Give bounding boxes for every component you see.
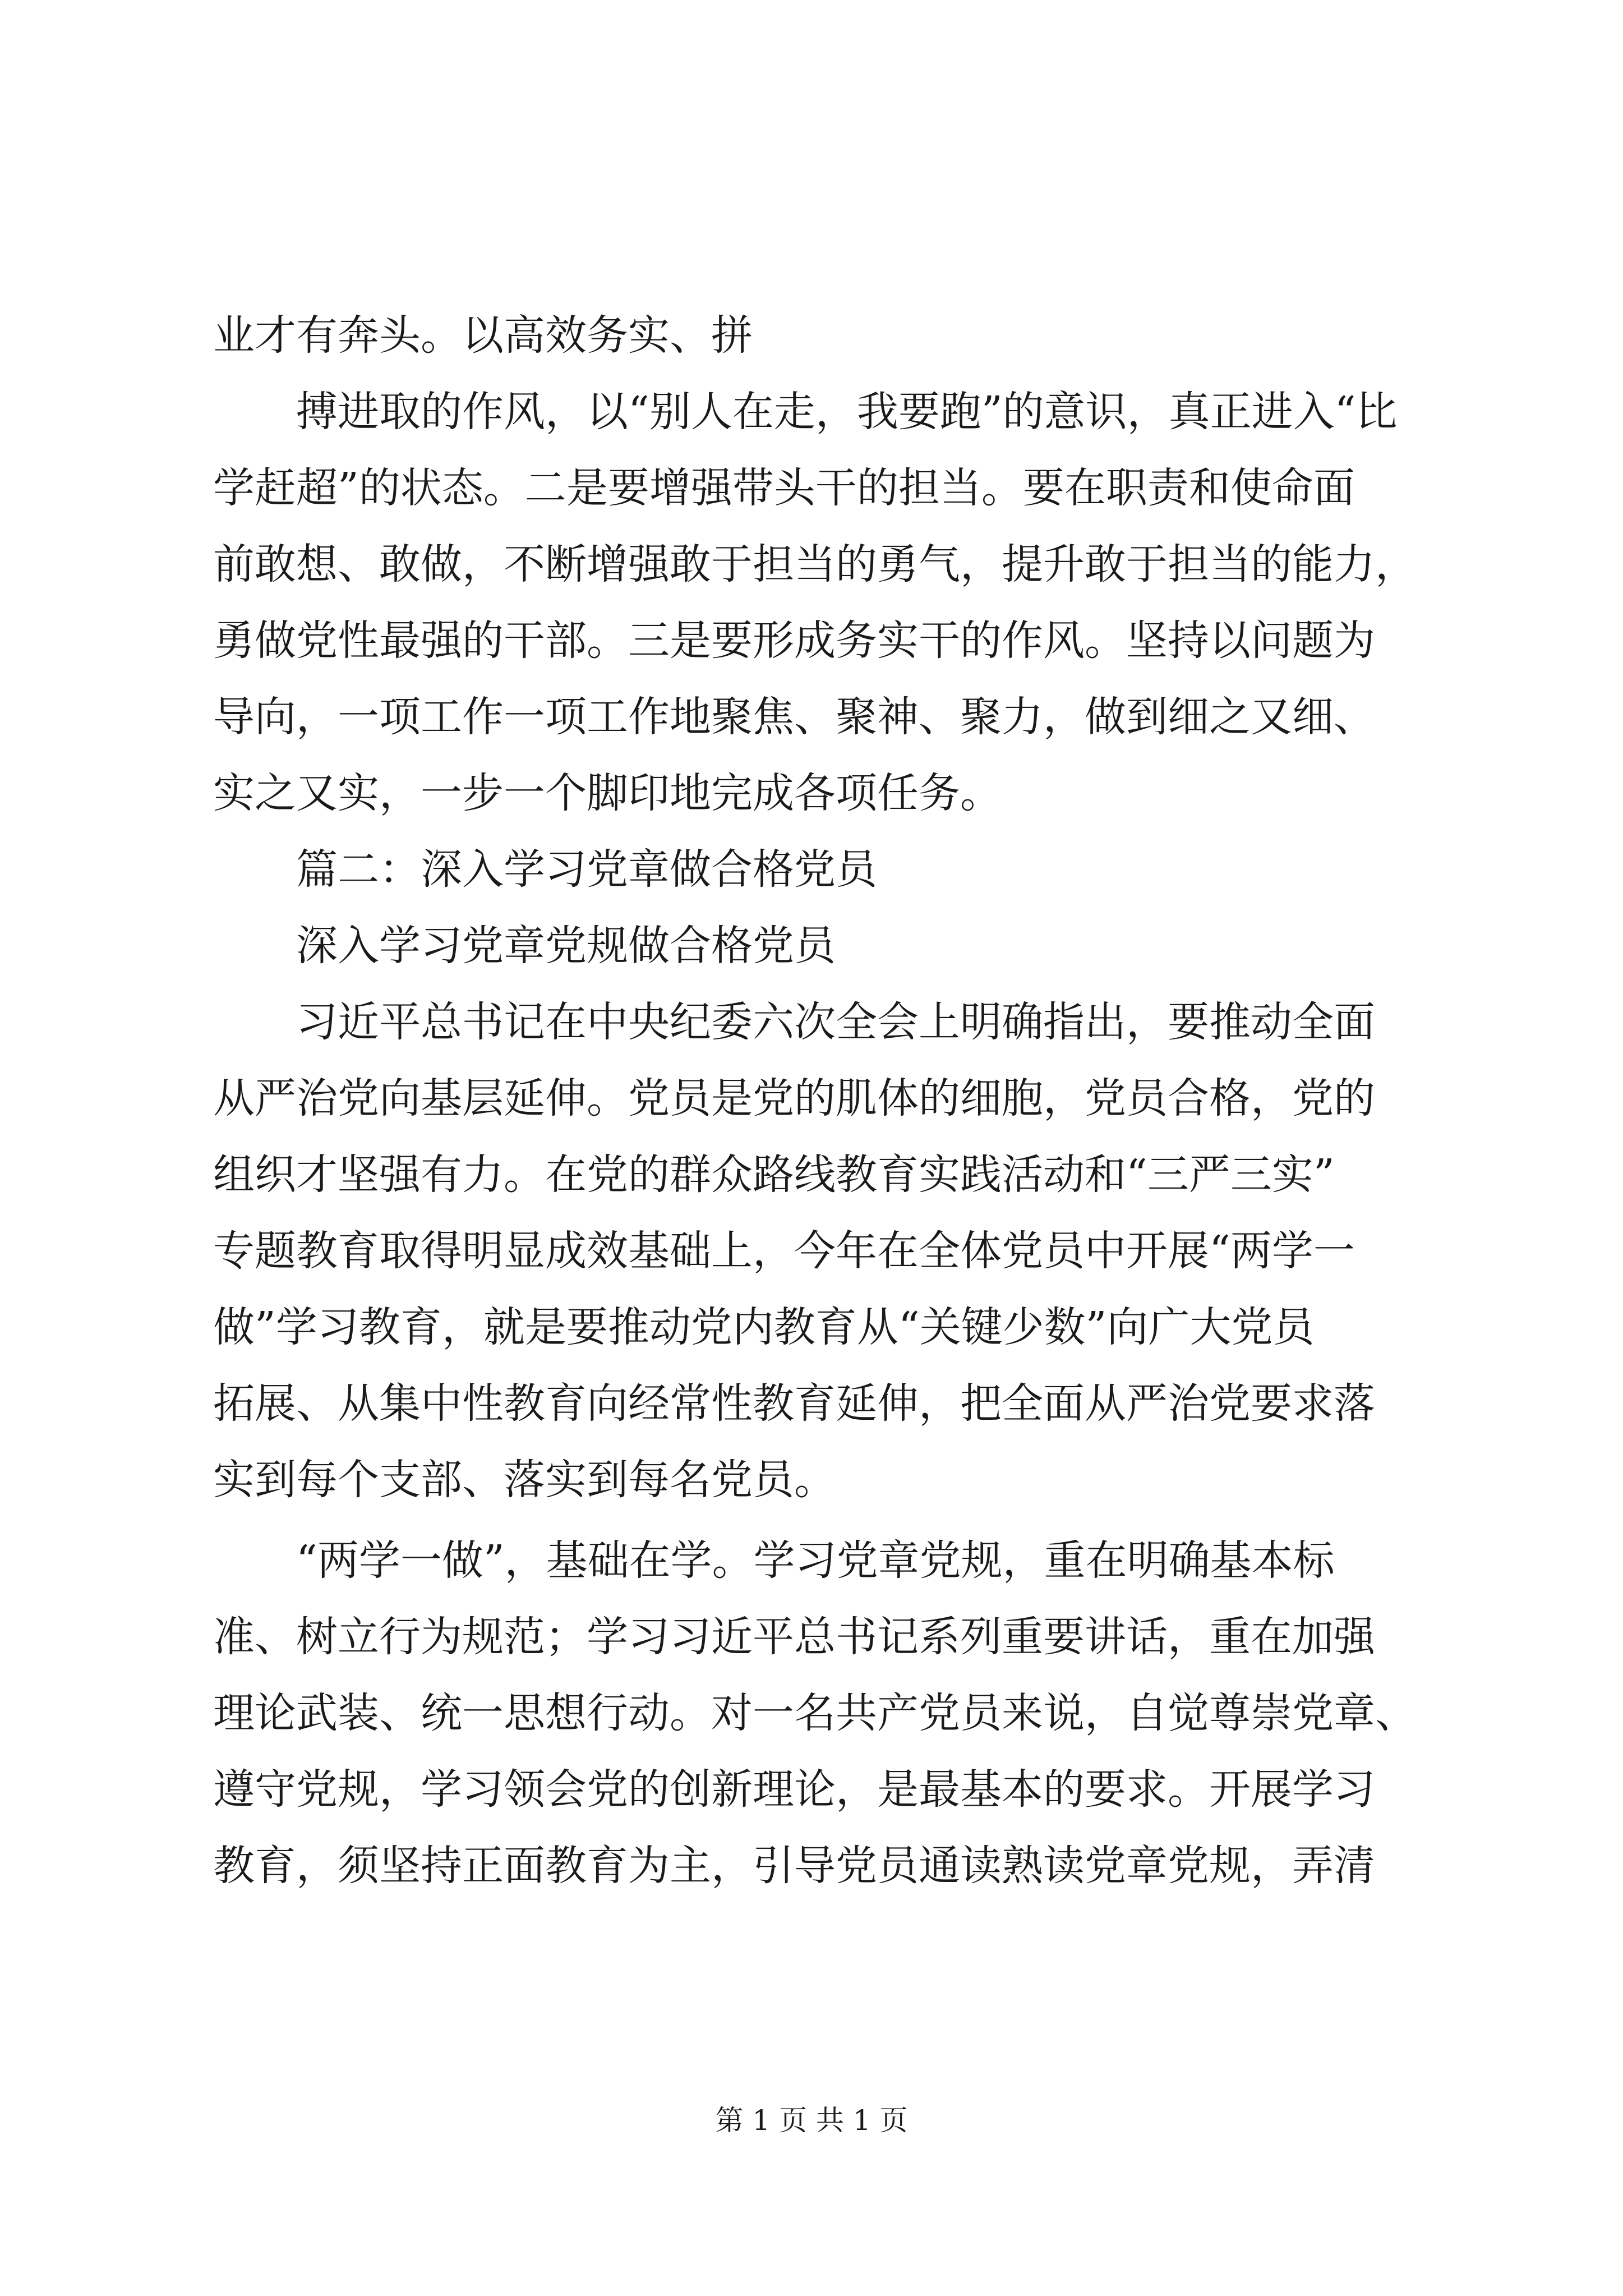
text-line: 搏进取的作风，以“别人在走，我要跑”的意识，真正进入“比 <box>296 388 1398 436</box>
text-line: 业才有奔头。以高效务实、拼 <box>213 311 753 360</box>
text-line: 遵守党规，学习领会党的创新理论，是最基本的要求。开展学习 <box>213 1765 1375 1814</box>
text-line: 教育，须坚持正面教育为主，引导党员通读熟读党章党规，弄清 <box>213 1842 1375 1890</box>
text-line: 从严治党向基层延伸。党员是党的肌体的细胞，党员合格，党的 <box>213 1074 1375 1122</box>
section-heading: 篇二：深入学习党章做合格党员 <box>296 845 877 894</box>
text-line: 组织才坚强有力。在党的群众路线教育实践活动和“三严三实” <box>213 1151 1335 1199</box>
text-line: 学赶超”的状态。二是要增强带头干的担当。要在职责和使命面 <box>213 464 1355 512</box>
article-title: 深入学习党章党规做合格党员 <box>296 922 836 970</box>
text-line: 实到每个支部、落实到每名党员。 <box>213 1456 836 1504</box>
text-line: 专题教育取得明显成效基础上，今年在全体党员中开展“两学一 <box>213 1227 1355 1275</box>
text-line: 习近平总书记在中央纪委六次全会上明确指出，要推动全面 <box>296 998 1375 1046</box>
text-line: 准、树立行为规范；学习习近平总书记系列重要讲话，重在加强 <box>213 1613 1375 1661</box>
text-line: 前敢想、敢做，不断增强敢于担当的勇气，提升敢于担当的能力， <box>213 540 1417 588</box>
document-body <box>213 297 1424 1904</box>
text-line: “两学一做”，基础在学。学习党章党规，重在明确基本标 <box>296 1536 1335 1585</box>
text-line: 拓展、从集中性教育向经常性教育延伸，把全面从严治党要求落 <box>213 1379 1375 1428</box>
text-line: 理论武装、统一思想行动。对一名共产党员来说，自觉尊崇党章、 <box>213 1689 1417 1737</box>
page-number-footer: 第 1 页 共 1 页 <box>715 2104 908 2137</box>
text-line: 导向，一项工作一项工作地聚焦、聚神、聚力，做到细之又细、 <box>213 693 1375 741</box>
text-line: 实之又实，一步一个脚印地完成各项任务。 <box>213 769 1002 817</box>
text-line: 勇做党性最强的干部。三是要形成务实干的作风。坚持以问题为 <box>213 616 1375 665</box>
text-line: 做”学习教育，就是要推动党内教育从“关键少数”向广大党员 <box>213 1303 1315 1351</box>
